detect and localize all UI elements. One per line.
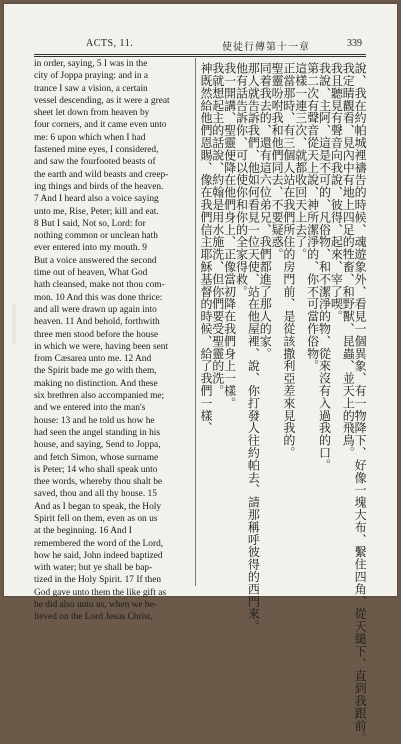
english-text-line: fastened mine eyes, I considered, (34, 145, 159, 156)
column-separator (195, 58, 196, 586)
running-head-english: ACTS, 11. (86, 38, 134, 49)
chinese-text-line: 那人就告訴我們、他如何看見一位天使、站在他屋裡、說、你打發人往約帕去、請那稱呼彼得的西門來。 (246, 62, 261, 633)
chinese-text-line: 神既然給他們恩賜、像在我們信主耶穌基督的時候、給了我們一樣、 (198, 62, 213, 434)
chinese-text-line: 我定睛觀看、見內中有地上四足的牲畜、和野獸、昆蟲、並天上的飛鳥。 (341, 62, 356, 459)
english-text-line: city of Joppa praying: and in a (34, 71, 149, 82)
english-text-line: had seen the angel standing in his (34, 427, 161, 438)
english-text-line: in which we were, having been sent (34, 341, 169, 352)
chinese-text-line: 聖靈吩咐我和他們同去、不要疑惑。 (270, 62, 285, 261)
english-text-line: time out of heaven, What God (34, 268, 148, 279)
english-text-line: house: 13 and he told us how he (34, 415, 155, 426)
english-text-line: trance I saw a vision, a certain (34, 83, 148, 94)
english-text-line: saved, thou and all thy house. 15 (34, 489, 157, 500)
english-text-line: with water; but ye shall be bap- (34, 563, 153, 574)
english-text-line: the Spirit bade me go with them, (34, 366, 157, 377)
english-text-line: he did also unto us, when we be- (34, 600, 157, 611)
english-text-line: three men stood before the house (34, 329, 159, 340)
running-head-chinese: 使徒行傳第十一章 (222, 42, 310, 53)
page-number: 339 (347, 38, 362, 49)
english-text-line: from Cæsarea unto me. 12 And (34, 354, 152, 365)
english-text-line: God gave unto them the like gift as (34, 587, 167, 598)
english-text-line: nothing common or unclean hath (34, 231, 158, 242)
english-column (34, 58, 194, 623)
english-text-line: and we entered into the man's (34, 403, 146, 414)
english-text-line: But a voice answered the second (34, 255, 157, 266)
english-text-line: making no distinction. And these (34, 378, 158, 389)
chinese-text-line: 我就想起主的話說、約翰是用水施洗、但你們要受聖靈的洗。 (210, 62, 225, 397)
english-text-line: tized in the Holy Spirit. 17 If then (34, 575, 162, 586)
english-text-line: ing things and birds of the heaven. (34, 181, 164, 192)
english-text-line: 7 And I heard also a voice saying (34, 194, 159, 205)
english-text-line: ever entered into my mouth. 9 (34, 243, 147, 254)
chinese-column (198, 62, 368, 744)
english-text-line: how he said, John indeed baptized (34, 550, 163, 561)
english-text-line: at the beginning. 16 And I (34, 526, 132, 537)
english-text-line: and fetch Simon, whose surname (34, 452, 159, 463)
english-text-line: unto me, Rise, Peter; kill and eat. (34, 206, 159, 217)
english-text-line: is Peter; 14 who shall speak unto (34, 464, 158, 475)
chinese-text-line: 我說、主阿、這是不可的、凡俗物、和不潔淨的物、從來沒有入過我的口。 (317, 62, 332, 472)
english-text-line: four corners, and it came even unto (34, 120, 167, 131)
english-text-line: And as I began to speak, the Holy (34, 501, 162, 512)
english-text-line: mon. 10 And this was done thrice: (34, 292, 163, 303)
page-margin (12, 304, 16, 344)
english-text-line: lieved on the Lord Jesus Christ, (34, 612, 153, 623)
english-text-line: thee words, whereby thou shalt be (34, 477, 163, 488)
chinese-text-line: 這樣一連三次、就都收回天上去了。 (293, 62, 308, 261)
english-text-line: house, and saying, Send to Joppa, (34, 440, 161, 451)
header-rule (34, 54, 366, 55)
english-text-line: the earth and wild beasts and creep- (34, 169, 169, 180)
english-text-line: and all were drawn up again into (34, 304, 157, 315)
english-text-line: remembered the word of the Lord, (34, 538, 164, 549)
book-page (4, 4, 397, 744)
chinese-text-line: 他有話告訴你、可以使你和你的全家得救。 (234, 62, 249, 298)
english-text-line: Spirit fell on them, even as on us (34, 513, 158, 524)
english-text-line: hath cleansed, make not thou com- (34, 280, 165, 291)
english-text-line: heaven. 11 And behold, forthwith (34, 317, 160, 328)
chinese-text-line: 我一開講、聖靈便降在他們身上、正像當初降在我們身上一樣。 (222, 62, 237, 410)
chinese-text-line: 我且聽見有聲音向我說、彼得、起來、宰了喫。 (329, 62, 344, 323)
chinese-text-line: 說、我在約帕城裡禱告的時候、魂遊象外、看見一個異象、有一物降下、好像一塊大布、繫住四角、從天縋下、直到我跟前。 (353, 62, 368, 744)
english-text-line: sheet let down from heaven by (34, 108, 150, 119)
english-text-line: and saw the fourfooted beasts of (34, 157, 156, 168)
english-text-line: in order, saying, 5 I was in the (34, 59, 148, 69)
chinese-text-line: 第二次有聲音從天上說、神所潔淨的、你不可當作俗物。 (305, 62, 320, 372)
english-text-line: me: 6 upon which when I had (34, 132, 146, 143)
english-text-line: 8 But I said, Not so, Lord: for (34, 218, 146, 229)
english-text-line: vessel descending, as it were a great (34, 95, 170, 106)
chinese-text-line: 正當那時、有三個人站在我們所住的房門前、是從該撒利亞差來見我的。 (281, 62, 296, 459)
header-rule-double (34, 56, 366, 57)
chinese-text-line: 同着我去的、還有這六位弟兄、我們都進了那人的家。 (258, 62, 273, 360)
english-text-line: six brethren also accompanied me; (34, 391, 165, 402)
